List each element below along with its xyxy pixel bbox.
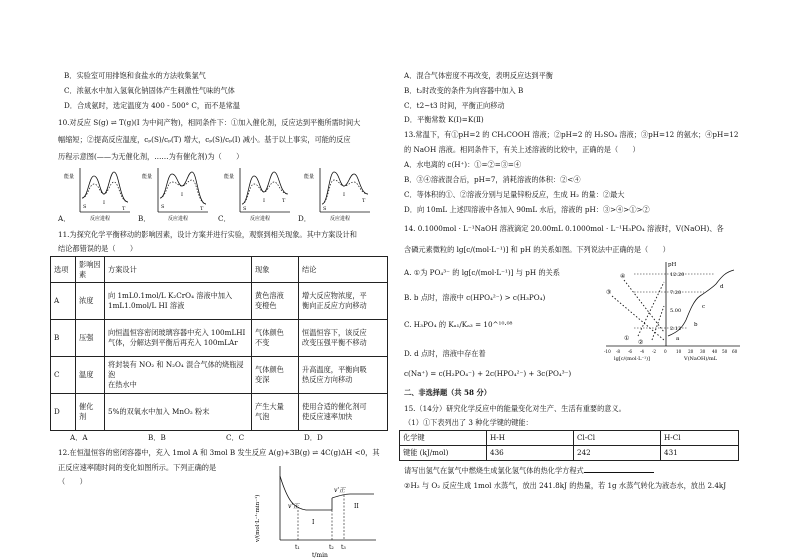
q12-graph-t2: t₂	[329, 544, 334, 551]
bond-energy-table: 化学键 H-H Cl-Cl H-Cl 键能 (kJ/mol) 436 242 431	[399, 430, 739, 461]
svg-text:T: T	[122, 206, 126, 212]
q13-stem-line2: 的 NaOH 溶液。相同条件下，有关上述溶液的比较中，正确的是（ ）	[404, 145, 640, 154]
q12-graph-seg2: II	[354, 503, 359, 510]
q12-option-b: B．t₂时改变的条件为向容器中加入 B	[404, 86, 524, 95]
table-row: B 压强 向恒温恒容密闭玻璃容器中充入 100mLHI 气体，分解达到平衡后再充入 100mLAr 气体颜色 不变 恒温恒容下，该反应 改变压强平衡不移动	[51, 320, 388, 357]
svg-text:40: 40	[712, 349, 718, 354]
q12-option-a: A．混合气体密度不再改变，表明反应达到平衡	[404, 71, 553, 80]
svg-text:T: T	[362, 198, 366, 204]
q11-option-b: B．B	[148, 433, 166, 442]
q10-stem-line3: 历程示意图(——为无催化剂，……为有催化剂)为（ ）	[58, 152, 244, 161]
svg-text:T: T	[282, 198, 286, 204]
q13-option-a: A．水电离的 c(H⁺)：①=②=③=④	[404, 160, 522, 169]
q9-option-c: C．浓氨水中加入氢氧化钠固体产生刺激性气味的气体	[64, 86, 235, 95]
q14-stem-line1: 14. 0.1000mol · L⁻¹NaOH 溶液滴定 20.00mL 0.1000mol · L⁻¹H₃PO₄ 溶液时，V(NaOH)、各	[404, 224, 724, 233]
svg-text:S: S	[323, 206, 327, 212]
q9-option-d: D．合成氨时，选定温度为 400 - 500° C，而不是常温	[64, 101, 241, 110]
q14-xlabel-left: lg[c/(mol·L⁻¹)]	[614, 356, 650, 362]
q14-option-b: B. b 点时，溶液中 c(HPO₄²⁻) > c(H₃PO₄)	[404, 293, 546, 302]
q15-stem-line2: （1）①下表列出了 3 种化学键的键能：	[404, 418, 533, 427]
svg-text:-6: -6	[628, 349, 633, 354]
q13-option-b: B．③④溶液混合后，pH=7，消耗溶液的体积：②<④	[404, 175, 581, 184]
q14-axis-ph: pH	[668, 262, 677, 268]
q12-option-c: C．t2~t3 时间，平衡正向移动	[404, 101, 505, 110]
svg-text:5.00: 5.00	[670, 308, 682, 314]
svg-text:b: b	[694, 322, 698, 328]
svg-text:a: a	[676, 336, 680, 342]
q12-stem-line1: 12.在恒温恒容的密闭容器中，充入 1mol A 和 3mol B 发生反应 A(g)+3B(g) ⇌ 4C(g)ΔH <0，其	[58, 448, 380, 457]
svg-text:能量: 能量	[304, 174, 315, 180]
svg-text:0: 0	[664, 349, 667, 354]
svg-text:③: ③	[606, 289, 612, 296]
q15-stem-line1: 15.（14分）研究化学反应中的能量变化对生产、生活有重要的意义。	[404, 404, 626, 413]
q14-xlabel-right: V(NaOH)/mL	[684, 356, 718, 362]
table-row: D 催化 剂 5%的双氧水中加入 MnO₂ 粉末 产生大量 气泡 使用合适的催化剂可 使反应速率加快	[51, 394, 388, 431]
q10-diagram-c	[224, 168, 290, 222]
q14-option-d: D. d 点时，溶液中存在着	[404, 349, 486, 358]
svg-text:反应进程: 反应进程	[250, 216, 271, 222]
svg-text:d: d	[720, 284, 724, 290]
svg-text:-2: -2	[652, 349, 657, 354]
svg-text:④: ④	[620, 273, 626, 280]
q10-stem-line1: 10.对反应 S(g) ⇌ T(g)(I 为中间产物)，相同条件下：①加入催化剂，反应达到平衡所需时间大	[58, 118, 361, 127]
q15-stem-line3: 请写出氢气在氯气中燃烧生成氯化氢气体的热化学方程式	[404, 465, 654, 475]
svg-text:I: I	[103, 200, 105, 206]
q14-option-d-expr: c(Na⁺) = c(H₂PO₄⁻) + 2c(HPO₄²⁻) + 3c(PO₄³⁻)	[404, 369, 572, 378]
svg-text:①: ①	[624, 335, 630, 342]
svg-text:I: I	[181, 192, 183, 198]
q14-stem-line2: 含磷元素微粒的 lg[c/(mol·L⁻¹)] 和 pH 的关系如图。下列说法中正确的是（ ）	[404, 245, 670, 254]
q12-graph-v1: v'正	[288, 503, 300, 510]
svg-text:S: S	[83, 204, 87, 210]
q11-option-d: D．D	[304, 433, 323, 442]
svg-text:T: T	[200, 206, 204, 212]
q10-stem-line2: 幅缩短；②提高反应温度，cₚ(S)/cₚ(T) 增大，cₚ(S)/cₚ(I) 减小。基于以上事实，可能的反应	[58, 135, 351, 144]
svg-text:能量: 能量	[224, 174, 235, 180]
q10-diagram-d	[304, 168, 370, 222]
q10-diagram-b	[142, 168, 208, 222]
svg-text:7.20: 7.20	[670, 290, 682, 296]
svg-text:60: 60	[732, 349, 738, 354]
svg-text:c: c	[702, 304, 706, 310]
q12-graph-ylabel: v/(mol·L⁻¹·min⁻¹)	[255, 494, 261, 542]
svg-text:2.12: 2.12	[670, 326, 682, 332]
section-2-title: 二、非选择题（共 58 分）	[404, 388, 491, 397]
q14-option-c: C. H₃PO₄ 的 Kₐ₁/Kₐ₃ = 10^¹⁰·⁰⁸	[404, 320, 513, 329]
q14-option-a: A. ①为 PO₄³⁻ 的 lg[c/(mol·L⁻¹)] 与 pH 的关系	[404, 268, 560, 277]
table-row: A 浓度 向 1mL0.1mol/L K₂CrO₄ 溶液中加入 1mL1.0mol/L HI 溶液 黄色溶液 变橙色 增大反应物浓度，平 衡向正反应方向移动	[51, 283, 388, 320]
q12-stem-line3: （ ）	[58, 477, 87, 486]
q12-graph-t1: t₁	[295, 544, 300, 551]
q11-stem-line1: 11.为探究化学平衡移动的影响因素，设计方案并进行实验，观察到相关现象。其中方案设计和	[58, 230, 357, 239]
q9-option-b: B．实验室可用排饱和食盐水的方法收集氯气	[64, 71, 206, 80]
q10-option-c: C．	[218, 214, 231, 223]
svg-text:S: S	[161, 204, 165, 210]
q12-option-d: D．平衡常数 K(Ⅰ)=K(Ⅱ)	[404, 115, 484, 124]
q10-axis-x-label: 反应进程	[90, 216, 111, 222]
q12-stem-line2: 正反应速率随时间的变化如图所示。下列正确的是	[58, 463, 217, 472]
svg-text:-8: -8	[616, 349, 621, 354]
q11-stem-line2: 结论都错误的是（ ）	[58, 244, 138, 253]
svg-text:S: S	[243, 206, 247, 212]
q11-option-a: A．A	[70, 433, 88, 442]
table-header: 影响因素	[76, 257, 105, 283]
table-header: 现象	[252, 257, 299, 283]
table-row: 键能 (kJ/mol) 436 242 431	[400, 446, 739, 461]
answer-blank[interactable]	[584, 465, 654, 473]
q10-diagram-a	[64, 168, 130, 222]
svg-text:10: 10	[676, 349, 682, 354]
table-header: 结论	[299, 257, 388, 283]
q12-graph-t3: t₃	[341, 544, 346, 551]
q12-graph-v2: v'正	[334, 487, 346, 494]
svg-text:I: I	[343, 192, 345, 198]
q13-option-c: C．等体积的①、②溶液分别与足量锌粉反应，生成 H₂ 的量：②最大	[404, 190, 625, 199]
q10-option-a: A．	[58, 214, 71, 223]
svg-text:②: ②	[638, 339, 644, 346]
q10-option-b: B．	[138, 214, 151, 223]
q11-table	[50, 256, 388, 431]
q10-axis-y-label: 能量	[64, 174, 75, 180]
table-header: 选项	[51, 257, 76, 283]
q12-rate-graph	[250, 462, 380, 558]
q13-option-d: D．向 10mL 上述四溶液中各加入 90mL 水后，溶液的 pH：③>④>①>②	[404, 205, 650, 214]
q14-graph	[594, 256, 744, 362]
q10-diagrams	[58, 164, 376, 224]
svg-text:-4: -4	[640, 349, 645, 354]
svg-text:-10: -10	[604, 349, 611, 354]
svg-text:12.20: 12.20	[670, 272, 685, 278]
table-header: 方案设计	[105, 257, 252, 283]
svg-text:20: 20	[688, 349, 694, 354]
q12-graph-xlabel: t/min	[312, 552, 328, 558]
svg-text:反应进程: 反应进程	[330, 216, 351, 222]
table-row: C 温度 将封装有 NO₂ 和 N₂O₄ 混合气体的烧瓶浸泡 在热水中 气体颜色 变深 升高温度，平衡向吸 热反应方向移动	[51, 357, 388, 394]
q15-stem-line4: ②H₂ 与 O₂ 反应生成 1mol 水蒸气，放出 241.8kJ 的热量，若 1g 水蒸气转化为液态水，放出 2.4kJ	[404, 481, 727, 490]
svg-text:反应进程: 反应进程	[168, 216, 189, 222]
q10-option-d: D．	[298, 214, 311, 223]
svg-text:能量: 能量	[142, 174, 153, 180]
q13-stem-line1: 13.常温下，有①pH=2 的 CH₃COOH 溶液；②pH=2 的 H₂SO₄ 溶液；③pH=12 的氨水；④pH=12	[404, 130, 739, 139]
svg-text:30: 30	[700, 349, 706, 354]
svg-text:50: 50	[722, 349, 728, 354]
q12-graph-seg1: I	[312, 519, 315, 526]
q11-option-c: C．C	[226, 433, 245, 442]
svg-text:I: I	[263, 198, 265, 204]
